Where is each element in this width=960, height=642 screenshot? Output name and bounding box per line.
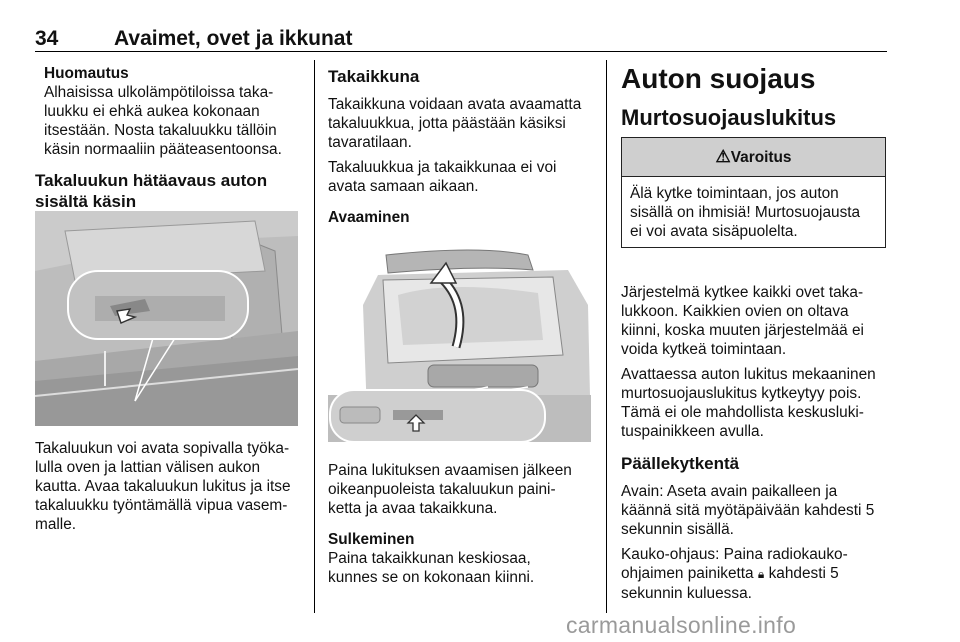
column-3: [621, 63, 891, 131]
para-line: voida kytkeä toimintaan.: [621, 341, 787, 358]
para-line: murtosuojauslukitus kytkeytyy pois.: [621, 385, 862, 402]
para-line: Tämä ei ole mahdollista keskusluki-: [621, 404, 864, 421]
section-heading: Takaikkuna: [328, 67, 420, 86]
warning-line: ei voi avata sisäpuolelta.: [630, 223, 798, 240]
para-fragment: ohjaimen painiketta: [621, 565, 754, 582]
note-block: [35, 64, 305, 159]
rear-window-illustration: [328, 245, 591, 442]
padlock-icon: 🔒︎: [757, 567, 765, 581]
para-line: Takaluukun voi avata sopivalla työka-: [35, 440, 290, 457]
para-line: takaluukku työntämällä vipua vasem-: [35, 497, 288, 514]
section-heading: Päällekytkentä: [621, 454, 740, 473]
column-2-lower: [328, 461, 598, 587]
tailgate-release-illustration: [35, 211, 298, 426]
note-line: käsin normaaliin pääteasentoonsa.: [44, 141, 282, 158]
column-2: [328, 66, 598, 227]
column-1: [35, 64, 305, 212]
para-line: Järjestelmä kytkee kaikki ovet taka-: [621, 284, 864, 301]
para-line: Takaikkuna voidaan avata avaamatta: [328, 96, 582, 113]
warning-box: [621, 137, 886, 248]
para-line: käännä sitä myötäpäivään kahdesti 5: [621, 502, 875, 519]
column-1-para: [35, 439, 305, 534]
para-line: ketta ja avaa takaikkuna.: [328, 500, 498, 517]
para-line: [621, 564, 896, 584]
column-3-body: [621, 283, 896, 603]
para-line: Paina takaikkunan keskiosaa,: [328, 550, 531, 567]
para-line: avata samaan aikaan.: [328, 178, 479, 195]
subheading: Avaaminen: [328, 209, 410, 226]
para-line: sekunnin sisällä.: [621, 521, 734, 538]
para-fragment: kahdesti 5: [768, 565, 839, 582]
para-line: Paina lukituksen avaamisen jälkeen: [328, 462, 572, 479]
para-line: malle.: [35, 516, 77, 533]
watermark: carmanualsonline.info: [566, 612, 797, 638]
warning-body: [622, 177, 885, 247]
para-line: tavaratilaan.: [328, 134, 412, 151]
para-line: Takaluukkua ja takaikkunaa ei voi: [328, 159, 557, 176]
note-title: Huomautus: [44, 65, 129, 82]
column-divider-1: [314, 60, 315, 613]
warning-triangle-icon: ⚠: [715, 147, 731, 166]
header-rule: [35, 51, 887, 52]
para-line: lulla oven ja lattian välisen aukon: [35, 459, 261, 476]
subheading: Sulkeminen: [328, 531, 415, 548]
warning-label: Varoitus: [730, 149, 792, 166]
page-title: Avaimet, ovet ja ikkunat: [114, 27, 353, 50]
warning-header: [622, 138, 885, 177]
column-divider-2: [606, 60, 607, 613]
para-line: kunnes se on kokonaan kiinni.: [328, 569, 535, 586]
para-line: Kauko-ohjaus: Paina radiokauko-: [621, 546, 848, 563]
section-heading: [35, 170, 305, 212]
warning-line: Älä kytke toimintaan, jos auton: [630, 185, 839, 202]
heading-line: sisältä käsin: [35, 192, 137, 211]
para-line: kautta. Avaa takaluukun lukitus ja itse: [35, 478, 291, 495]
page-header: [35, 27, 887, 52]
para-line: lukkoon. Kaikkien ovien on oltava: [621, 303, 849, 320]
note-line: luukku ei ehkä aukea kokonaan: [44, 103, 260, 120]
warning-line: sisällä on ihmisiä! Murtosuojausta: [630, 204, 861, 221]
para-line: Avattaessa auton lukitus mekaaninen: [621, 366, 876, 383]
section-title: Auton suojaus: [621, 63, 816, 94]
heading-line: Takaluukun hätäavaus auton: [35, 171, 268, 190]
para-line: sekunnin kuluessa.: [621, 585, 752, 602]
para-line: oikeanpuoleista takaluukun paini-: [328, 481, 556, 498]
note-line: Alhaisissa ulkolämpötiloissa taka-: [44, 84, 274, 101]
page-number: 34: [35, 27, 59, 50]
para-line: tuspainikkeen avulla.: [621, 423, 764, 440]
para-line: Avain: Aseta avain paikalleen ja: [621, 483, 838, 500]
note-line: itsestään. Nosta takaluukku tällöin: [44, 122, 277, 139]
para-line: takaluukkua, jotta päästään käsiksi: [328, 115, 566, 132]
section-subtitle: Murtosuojauslukitus: [621, 105, 837, 130]
para-line: kiinni, koska muuten järjestelmää ei: [621, 322, 864, 339]
